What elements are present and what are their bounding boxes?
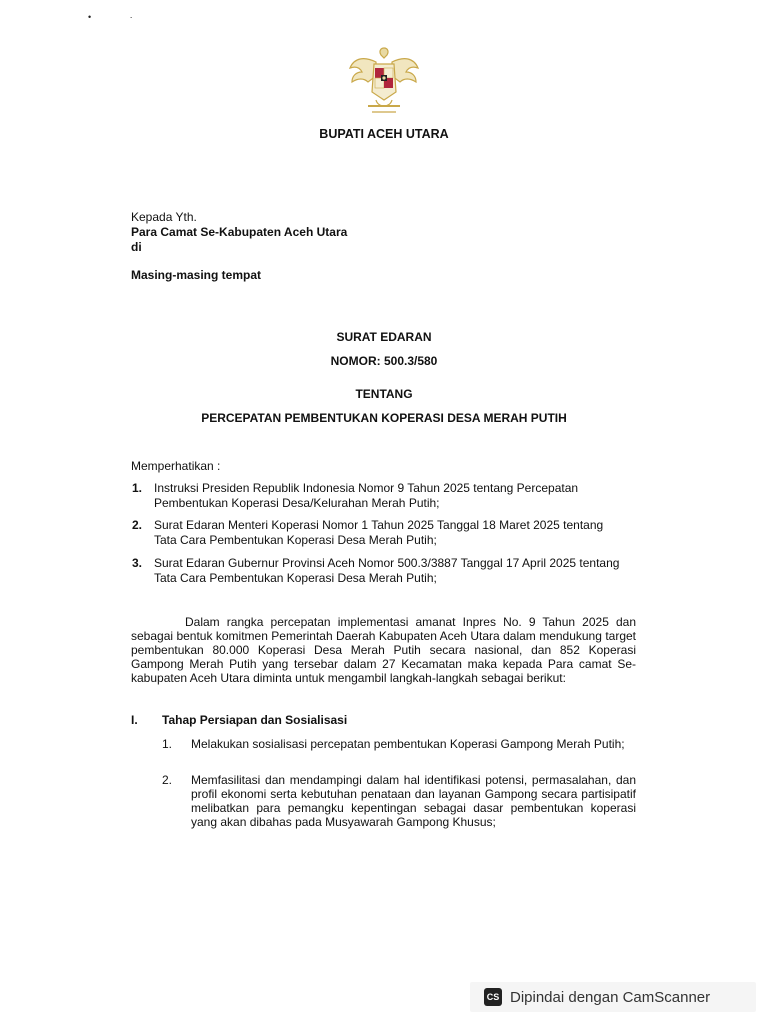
addressee-recipient: Para Camat Se-Kabupaten Aceh Utara xyxy=(131,225,348,239)
section-item xyxy=(162,773,636,853)
section-item xyxy=(162,737,636,767)
garuda-emblem-icon xyxy=(346,42,422,120)
issuer-title: BUPATI ACEH UTARA xyxy=(319,127,449,141)
considering-item-number: 1. xyxy=(132,481,143,495)
considering-item xyxy=(132,556,632,586)
section-item-number: 1. xyxy=(162,737,173,751)
doc-subject: PERCEPATAN PEMBENTUKAN KOPERASI DESA MERAH PUTIH xyxy=(201,411,567,425)
addressee-greeting: Kepada Yth. xyxy=(131,210,197,224)
camscanner-watermark xyxy=(470,982,756,1012)
considering-item-number: 2. xyxy=(132,518,143,532)
section-item-text: Melakukan sosialisasi percepatan pembentukan Koperasi Gampong Merah Putih; xyxy=(191,737,625,751)
section-number: I. xyxy=(131,713,138,727)
section-item-text: Memfasilitasi dan mendampingi dalam hal identifikasi potensi, permasalahan, dan profil ekonomi serta kebutuhan penataan dan layanan Gampong secara partisipatif melibatkan para pemangku kepentingan sebagai dasar pembentukan koperasi yang akan dibahas pada Musyawarah Gampong Khusus; xyxy=(191,773,636,829)
considering-label: Memperhatikan : xyxy=(131,459,221,473)
camscanner-logo-icon: CS xyxy=(484,988,502,1006)
addressee-place: Masing-masing tempat xyxy=(131,268,262,282)
addressee-block xyxy=(131,210,347,255)
camscanner-text: Dipindai dengan CamScanner xyxy=(510,988,711,1006)
doc-number: NOMOR: 500.3/580 xyxy=(330,354,438,368)
considering-item-number: 3. xyxy=(132,556,143,570)
doc-type: SURAT EDARAN xyxy=(336,330,432,344)
considering-item-text: Surat Edaran Menteri Koperasi Nomor 1 Tahun 2025 Tanggal 18 Maret 2025 tentang Tata Cara Pembentukan Koperasi Desa Merah Putih; xyxy=(154,518,604,547)
body-paragraph-text: Dalam rangka percepatan implementasi amanat Inpres No. 9 Tahun 2025 dan sebagai bentuk komitmen Pemerintah Daerah Kabupaten Aceh Utara dalam mendukung target pembentukan 80.000 Koperasi Desa Merah Putih secara nasional, dan 852 Koperasi Gampong Merah Putih yang tersebar dalam 27 Kecamatan maka kepada Para camat Se-kabupaten Aceh Utara diminta untuk mengambil langkah-langkah sebagai berikut: xyxy=(131,615,636,685)
considering-item-text: Surat Edaran Gubernur Provinsi Aceh Nomor 500.3/3887 Tanggal 17 April 2025 tentang Tata Cara Pembentukan Koperasi Desa Merah Putih; xyxy=(154,556,620,585)
considering-item xyxy=(132,481,632,511)
doc-about: TENTANG xyxy=(355,387,413,401)
considering-item xyxy=(132,518,632,548)
section-title: Tahap Persiapan dan Sosialisasi xyxy=(162,713,348,727)
considering-item-text: Instruksi Presiden Republik Indonesia Nomor 9 Tahun 2025 tentang Percepatan Pembentukan Koperasi Desa/Kelurahan Merah Putih; xyxy=(154,481,579,510)
body-paragraph xyxy=(131,615,636,685)
addressee-at: di xyxy=(131,240,142,254)
section-item-number: 2. xyxy=(162,773,173,787)
scan-specks: • · xyxy=(88,12,151,22)
